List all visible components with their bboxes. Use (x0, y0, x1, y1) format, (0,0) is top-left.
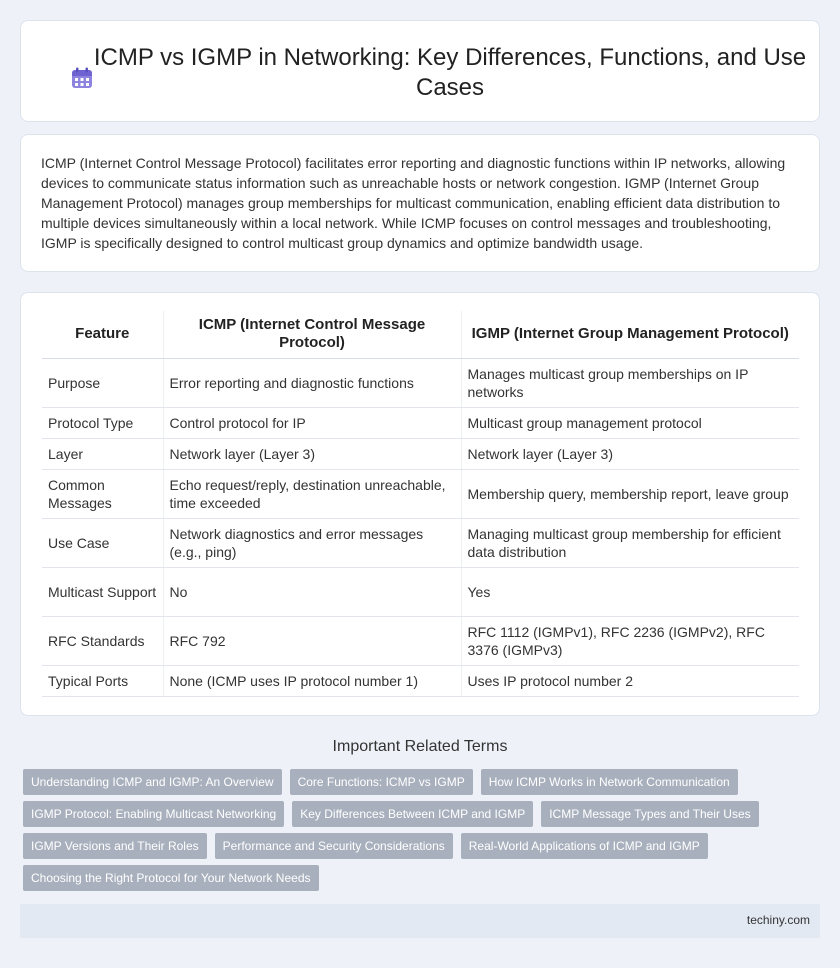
table-row (42, 567, 799, 616)
table-row (42, 407, 799, 438)
feature-cell: Use Case (42, 518, 163, 567)
comparison-table (42, 311, 799, 697)
related-term-tag[interactable]: Core Functions: ICMP vs IGMP (290, 769, 473, 795)
igmp-cell: Managing multicast group membership for efficient data distribution (461, 518, 799, 567)
icmp-cell: No (163, 567, 461, 616)
feature-cell: Common Messages (42, 469, 163, 518)
feature-cell: Multicast Support (42, 567, 163, 616)
icmp-cell: Network diagnostics and error messages (e.g., ping) (163, 518, 461, 567)
page-title: ICMP vs IGMP in Networking: Key Differences, Functions, and Use Cases (93, 44, 807, 101)
footer (20, 904, 820, 938)
table-row (42, 518, 799, 567)
table-header-row (42, 311, 799, 358)
table-row (42, 665, 799, 696)
feature-cell: RFC Standards (42, 616, 163, 665)
intro-card (20, 134, 820, 272)
table-row (42, 358, 799, 407)
intro-paragraph: ICMP (Internet Control Message Protocol) facilitates error reporting and diagnostic functions within IP networks, allowing devices to communicate status information such as unreachable hosts or network congestion. IGMP (Internet Group Management Protocol) manages group memberships for multicast communication, enabling efficient data distribution to multiple devices simultaneously within a local network. While ICMP focuses on control messages and troubleshooting, IGMP is specifically designed to control multicast group dynamics and optimize bandwidth usage. (41, 155, 786, 251)
icmp-cell: RFC 792 (163, 616, 461, 665)
igmp-cell: Uses IP protocol number 2 (461, 665, 799, 696)
feature-cell: Purpose (42, 358, 163, 407)
title-card (20, 20, 820, 122)
igmp-cell: Network layer (Layer 3) (461, 438, 799, 469)
igmp-cell: Manages multicast group memberships on IP networks (461, 358, 799, 407)
icmp-cell: Network layer (Layer 3) (163, 438, 461, 469)
related-term-tag[interactable]: ICMP Message Types and Their Uses (541, 801, 758, 827)
related-term-tag[interactable]: Performance and Security Considerations (215, 833, 453, 859)
igmp-cell: Yes (461, 567, 799, 616)
icmp-cell: Error reporting and diagnostic functions (163, 358, 461, 407)
table-row (42, 438, 799, 469)
related-term-tag[interactable]: Understanding ICMP and IGMP: An Overview (23, 769, 282, 795)
related-terms-list (23, 769, 813, 891)
related-term-tag[interactable]: Real-World Applications of ICMP and IGMP (461, 833, 708, 859)
igmp-cell: Multicast group management protocol (461, 407, 799, 438)
header-icmp: ICMP (Internet Control Message Protocol) (163, 311, 461, 358)
related-term-tag[interactable]: IGMP Protocol: Enabling Multicast Networking (23, 801, 284, 827)
related-term-tag[interactable]: Choosing the Right Protocol for Your Network Needs (23, 865, 319, 891)
igmp-cell: Membership query, membership report, leave group (461, 469, 799, 518)
related-term-tag[interactable]: How ICMP Works in Network Communication (481, 769, 738, 795)
footer-site-link[interactable]: techiny.com (746, 913, 810, 927)
header-feature: Feature (42, 311, 163, 358)
related-term-tag[interactable]: Key Differences Between ICMP and IGMP (292, 801, 533, 827)
feature-cell: Layer (42, 438, 163, 469)
related-term-tag[interactable]: IGMP Versions and Their Roles (23, 833, 207, 859)
table-row (42, 616, 799, 665)
comparison-table-card (20, 292, 820, 716)
feature-cell: Protocol Type (42, 407, 163, 438)
feature-cell: Typical Ports (42, 665, 163, 696)
header-igmp: IGMP (Internet Group Management Protocol) (461, 311, 799, 358)
related-terms-title: Important Related Terms (332, 738, 508, 755)
icmp-cell: None (ICMP uses IP protocol number 1) (163, 665, 461, 696)
igmp-cell: RFC 1112 (IGMPv1), RFC 2236 (IGMPv2), RFC 3376 (IGMPv3) (461, 616, 799, 665)
icmp-cell: Echo request/reply, destination unreachable, time exceeded (163, 469, 461, 518)
table-row (42, 469, 799, 518)
icmp-cell: Control protocol for IP (163, 407, 461, 438)
